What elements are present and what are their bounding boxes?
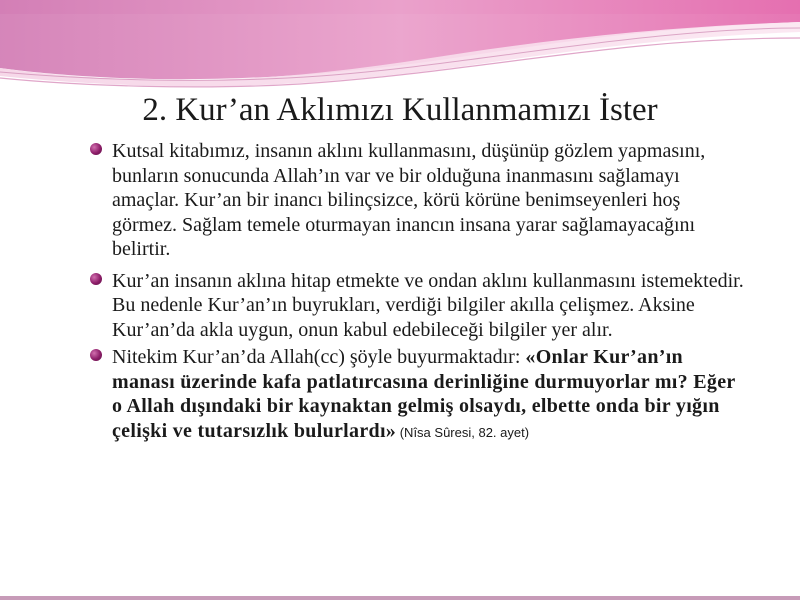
bottom-border [0, 596, 800, 600]
verse-source: (Nîsa Sûresi, 82. ayet) [396, 424, 530, 440]
bullet-text: Kur’an insanın aklına hitap etmekte ve ondan aklını kullanmasını istemektedir. Bu nedenle Kur’an’ın buyrukları, verdiği bilgiler akılla çelişmez. Aksine Kur’an’da akla uygun, onun kabul edebileceği bilgiler yer alır. [112, 269, 744, 341]
bullet-text: Kutsal kitabımız, insanın aklını kullanmasını, düşünüp gözlem yapmasını, bunların sonucunda Allah’ın var ve bir olduğuna inanmasını sağlamayı amaçlar. Kur’an bir inancı bilinçsizce, körü körüne benimseyenleri hoş görmez. Sağlam temele oturmayan inancın insana yarar sağlamayacağını belirtir. [112, 140, 706, 260]
slide-title: 2. Kur’an Aklımızı Kullanmamızı İster [142, 92, 658, 128]
verse-quote: «Onlar Kur’an’ın manası üzerinde kafa patlatırcasına derinliğine durmuyorlar mı? Eğer o Allah dışındaki bir kaynaktan gelmiş olsaydı, elbette onda bir yığın çelişki ve tutarsızlık bulurlardı» [112, 346, 736, 442]
bullet-intro-text: Nitekim Kur’an’da Allah(cc) şöyle buyurmaktadır: [112, 346, 526, 368]
bullet-list [84, 139, 744, 451]
bullet-dot-icon [90, 349, 102, 361]
bullet-item [84, 139, 744, 262]
top-wave-decoration [0, 0, 800, 90]
bullet-dot-icon [90, 143, 102, 155]
bullet-item [84, 269, 744, 343]
bullet-item [84, 345, 744, 445]
bullet-dot-icon [90, 273, 102, 285]
